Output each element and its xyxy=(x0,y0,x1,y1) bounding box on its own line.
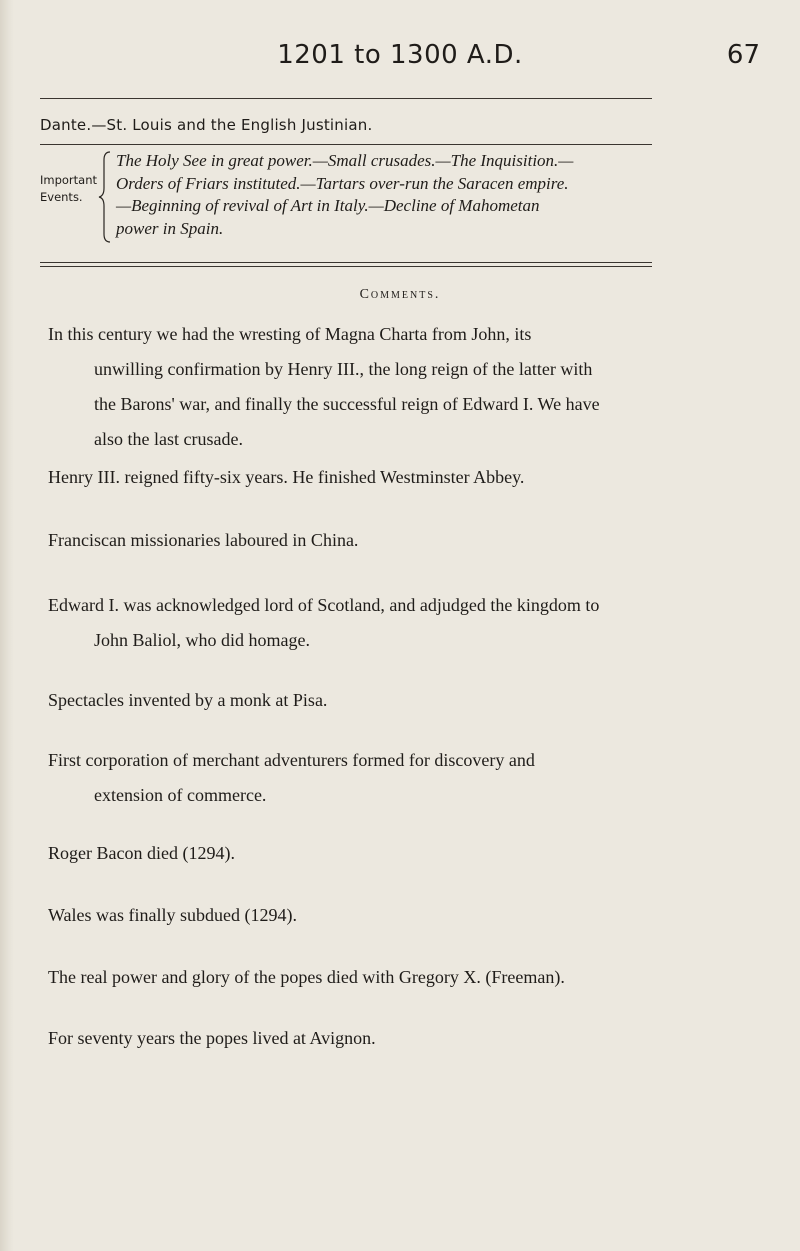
comment-4-line-1: Edward I. was acknowledged lord of Scotland, and adjudged the kingdom to xyxy=(48,595,600,615)
comment-5-line-1: Spectacles invented by a monk at Pisa. xyxy=(48,690,328,710)
comment-1-line-1: In this century we had the wresting of Magna Charta from John, its xyxy=(48,324,532,344)
comment-4-line-2: John Baliol, who did homage. xyxy=(94,630,310,650)
comment-paragraph-4 xyxy=(48,588,666,658)
comment-7-line-1: Roger Bacon died (1294). xyxy=(48,843,235,863)
comment-9-line-1: The real power and glory of the popes died with Gregory X. (Freeman). xyxy=(48,967,565,987)
page-number: 67 xyxy=(726,40,760,70)
events-label-line-2: Events. xyxy=(40,190,83,204)
events-label-line-1: Important xyxy=(40,173,98,187)
comment-1-line-2: unwilling confirmation by Henry III., the long reign of the latter with xyxy=(94,359,593,379)
comment-10-line-1: For seventy years the popes lived at Avignon. xyxy=(48,1028,376,1048)
comment-paragraph-7 xyxy=(48,836,666,871)
events-line-3: —Beginning of revival of Art in Italy.—Decline of Mahometan xyxy=(116,196,540,215)
comment-paragraph-8 xyxy=(48,898,666,933)
section-heading: Dante.—St. Louis and the English Justinian. xyxy=(40,116,373,134)
double-rule xyxy=(40,262,652,267)
events-line-2: Orders of Friars instituted.—Tartars over-run the Saracen empire. xyxy=(116,173,569,193)
brace-icon xyxy=(98,150,112,244)
comment-6-line-1: First corporation of merchant adventurers formed for discovery and xyxy=(48,750,535,770)
comments-title: Comments. xyxy=(359,287,441,302)
comment-2-line-1: Henry III. reigned fifty-six years. He finished Westminster Abbey. xyxy=(48,467,525,487)
comment-paragraph-6 xyxy=(48,743,666,813)
events-line-1: The Holy See in great power.—Small crusades.—The Inquisition.— xyxy=(116,151,574,170)
running-title: 1201 to 1300 A.D. xyxy=(277,40,523,70)
comment-paragraph-3 xyxy=(48,523,666,558)
running-head xyxy=(40,40,760,80)
comment-paragraph-9 xyxy=(48,960,666,995)
comment-paragraph-1 xyxy=(48,317,666,457)
comment-paragraph-10 xyxy=(48,1021,666,1056)
top-rule xyxy=(40,98,652,99)
comment-1-line-3: the Barons' war, and finally the successful reign of Edward I. We have xyxy=(94,394,600,414)
comment-paragraph-5 xyxy=(48,683,666,718)
comment-8-line-1: Wales was finally subdued (1294). xyxy=(48,905,297,925)
comment-6-line-2: extension of commerce. xyxy=(94,785,267,805)
important-events-text xyxy=(116,150,661,240)
important-events-label xyxy=(40,172,104,206)
comment-paragraph-2 xyxy=(48,460,666,495)
comment-3-line-1: Franciscan missionaries laboured in China. xyxy=(48,530,359,550)
events-line-4: power in Spain. xyxy=(116,218,224,238)
comment-1-line-4: also the last crusade. xyxy=(94,429,243,449)
section-rule xyxy=(40,144,652,145)
